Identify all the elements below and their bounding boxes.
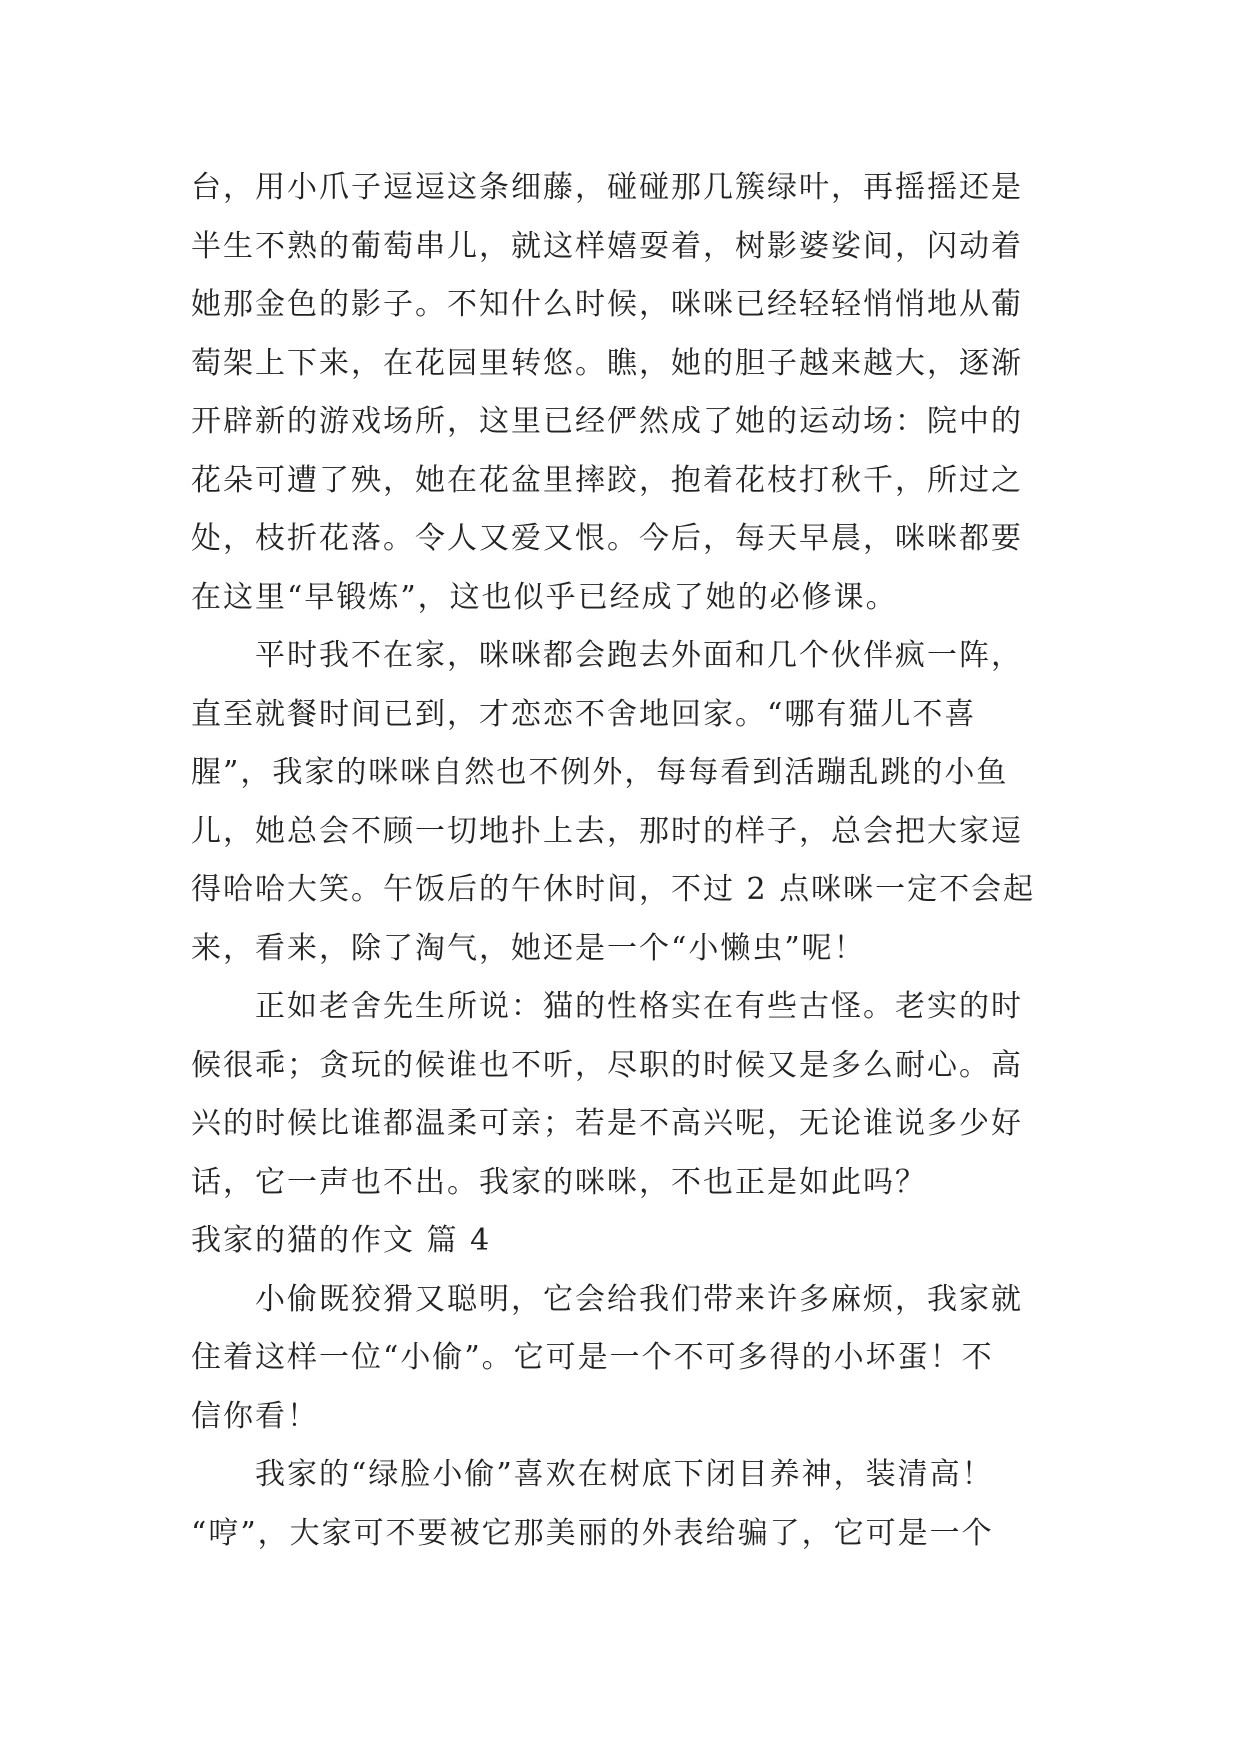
text-line: 台，用小爪子逗逗这条细藤，碰碰那几簇绿叶，再摇摇还是 bbox=[191, 170, 1023, 205]
text-line: 小偷既狡猾又聪明，它会给我们带来许多麻烦，我家就 bbox=[255, 1281, 1023, 1317]
text-line: 兴的时候比谁都温柔可亲；若是不高兴呢，无论谁说多少好 bbox=[191, 1106, 1023, 1141]
text-line: 处，枝折花落。令人又爱又恨。今后，每天早晨，咪咪都要 bbox=[191, 521, 1023, 556]
text-line: 话，它一声也不出。我家的咪咪，不也正是如此吗？ bbox=[191, 1164, 927, 1200]
text-line: 半生不熟的葡萄串儿，就这样嬉耍着，树影婆娑间，闪动着 bbox=[191, 228, 1023, 264]
text-line: 她那金色的影子。不知什么时候，咪咪已经轻轻悄悄地从葡 bbox=[191, 287, 1023, 322]
text-line: 来，看来，除了淘气，她还是一个“小懒虫”呢！ bbox=[191, 930, 866, 966]
text-line: 在这里“早锻炼”，这也似乎已经成了她的必修课。 bbox=[191, 579, 898, 615]
text-line: 住着这样一位“小偷”。它可是一个不可多得的小坏蛋！不 bbox=[191, 1340, 994, 1375]
text-line: 平时我不在家，咪咪都会跑去外面和几个伙伴疯一阵， bbox=[255, 638, 1023, 673]
text-line: 我家的“绿脸小偷”喜欢在树底下闭目养神，装清高！ bbox=[255, 1457, 994, 1492]
text-line: 候很乖；贪玩的候谁也不听，尽职的时候又是多么耐心。高 bbox=[191, 1047, 1023, 1083]
text-line: 儿，她总会不顾一切地扑上去，那时的样子，总会把大家逗 bbox=[191, 813, 1023, 849]
text-line: “哼”，大家可不要被它那美丽的外表给骗了，它可是一个 bbox=[191, 1515, 994, 1551]
text-line: 腥”，我家的咪咪自然也不例外，每每看到活蹦乱跳的小鱼 bbox=[191, 755, 1009, 790]
text-line: 信你看！ bbox=[191, 1398, 319, 1434]
text-line: 萄架上下来，在花园里转悠。瞧，她的胆子越来越大，逐渐 bbox=[191, 345, 1023, 381]
document-body bbox=[191, 159, 1071, 1563]
text-line: 开辟新的游戏场所，这里已经俨然成了她的运动场：院中的 bbox=[191, 404, 1023, 439]
text-line: 花朵可遭了殃，她在花盆里摔跤，抱着花枝打秋千，所过之 bbox=[191, 462, 1023, 498]
text-line: 我家的猫的作文 篇 4 bbox=[191, 1223, 492, 1258]
text-line: 正如老舍先生所说：猫的性格实在有些古怪。老实的时 bbox=[255, 989, 1023, 1024]
text-line: 直至就餐时间已到，才恋恋不舍地回家。“哪有猫儿不喜 bbox=[191, 696, 977, 732]
text-line: 得哈哈大笑。午饭后的午休时间，不过 2 点咪咪一定不会起 bbox=[191, 872, 1036, 907]
